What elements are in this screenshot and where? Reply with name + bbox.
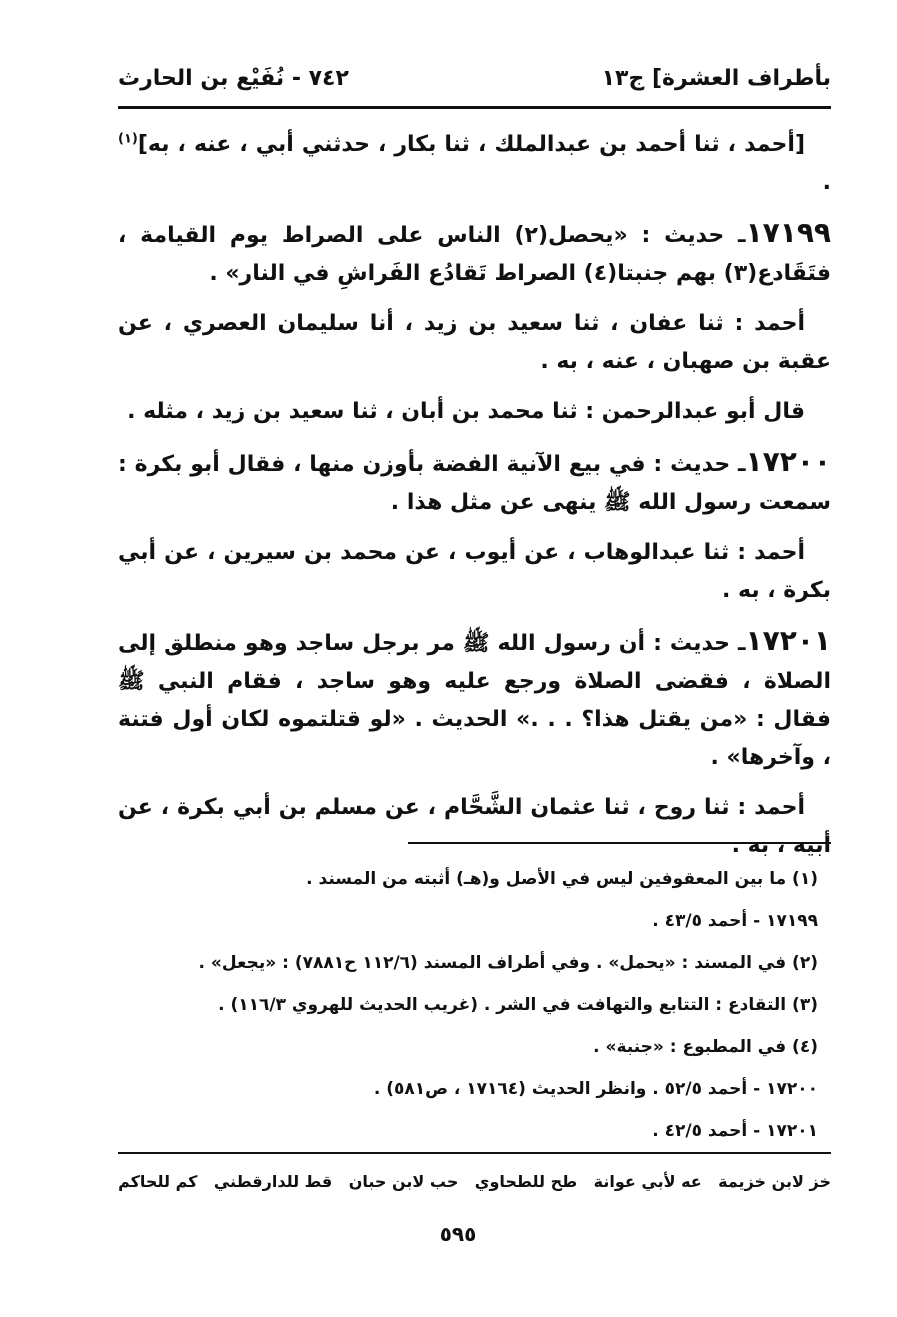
abbreviation: طح للطحاوي — [474, 1171, 578, 1191]
running-header — [118, 58, 831, 98]
abbreviation: حب لابن حبان — [348, 1171, 459, 1191]
abbreviation: كم للحاكم — [118, 1171, 198, 1191]
footnote: (٤) في المطبوع : «جنبة» . — [593, 1037, 818, 1057]
header-book-title: بأطراف العشرة] ج١٣ — [601, 65, 831, 91]
hadith-number: ١٧٢٠٠ — [745, 445, 831, 478]
footnote: (٢) في المسند : «يحمل» . وفي أطراف المسند (١١٢/٦ ح٧٨٨١) : «يجعل» . — [198, 953, 818, 973]
abbreviations-rule — [118, 1152, 831, 1154]
footnote: (١) ما بين المعقوفين ليس في الأصل و(هـ) أثبته من المسند . — [306, 869, 818, 889]
footnotes — [118, 858, 818, 1152]
hadith-paragraph: ١٧٢٠١ـ حديث : أن رسول الله ﷺ مر برجل ساجد وهو منطلق إلى الصلاة ، فقضى الصلاة ورجع عليه وهو ساجد ، فقام النبي ﷺ فقال : «من يقتل هذا؟ . . .» الحديث . «لو قتلتموه لكان أول فتنة ، وآخرها» . — [118, 624, 831, 770]
footnote: ١٧٢٠٠ - أحمد ٥٢/٥ . وانظر الحديث (١٧١٦٤ ، ص٥٨١) . — [373, 1079, 818, 1099]
abbreviation: عه لأبي عوانة — [593, 1171, 702, 1191]
abbreviation: خز لابن خزيمة — [718, 1171, 831, 1191]
header-section-title: ٧٤٢ - نُفَيْع بن الحارث — [118, 65, 349, 91]
footnote: (٣) التقادع : التتابع والتهافت في الشر . (غريب الحديث للهروي ١١٦/٣) . — [218, 995, 818, 1015]
footnote-rule — [408, 842, 831, 844]
main-text — [118, 126, 831, 877]
abbreviations-key — [118, 1166, 831, 1196]
isnad-paragraph: أحمد : ثنا عبدالوهاب ، عن أيوب ، عن محمد بن سيرين ، عن أبي بكرة ، به . — [118, 540, 831, 603]
hadith-paragraph: ١٧٢٠٠ـ حديث : في بيع الآنية الفضة بأوزن منها ، فقال أبو بكرة : سمعت رسول الله ﷺ ينهى عن مثل هذا . — [118, 445, 831, 515]
isnad-paragraph: أحمد : ثنا روح ، ثنا عثمان الشَّحَّام ، عن مسلم بن أبي بكرة ، عن أبيه ، به . — [118, 795, 831, 858]
isnad-paragraph: [أحمد ، ثنا أحمد بن عبدالملك ، ثنا بكار ، حدثني أبي ، عنه ، به]$^{(١)}$ . — [118, 131, 831, 195]
footnote: ١٧٢٠١ - أحمد ٤٢/٥ . — [652, 1121, 818, 1141]
header-rule — [118, 106, 831, 109]
hadith-number: ١٧١٩٩ — [745, 216, 832, 249]
isnad-paragraph: أحمد : ثنا عفان ، ثنا سعيد بن زيد ، أنا سليمان العصري ، عن عقبة بن صهبان ، عنه ، به . — [118, 311, 831, 374]
footnote: ١٧١٩٩ - أحمد ٤٣/٥ . — [652, 911, 818, 931]
hadith-paragraph: ١٧١٩٩ـ حديث : «يحصل(٢) الناس على الصراط يوم القيامة ، فتَقَادع(٣) بهم جنبتا(٤) الصراط تَقادُع الفَراشِ في النار» . — [118, 216, 832, 286]
page-number: ٥٩٥ — [439, 1222, 477, 1246]
isnad-paragraph: قال أبو عبدالرحمن : ثنا محمد بن أبان ، ثنا سعيد بن زيد ، مثله . — [127, 399, 805, 424]
abbreviation: قط للدارقطني — [213, 1171, 333, 1191]
hadith-number: ١٧٢٠١ — [745, 624, 831, 657]
